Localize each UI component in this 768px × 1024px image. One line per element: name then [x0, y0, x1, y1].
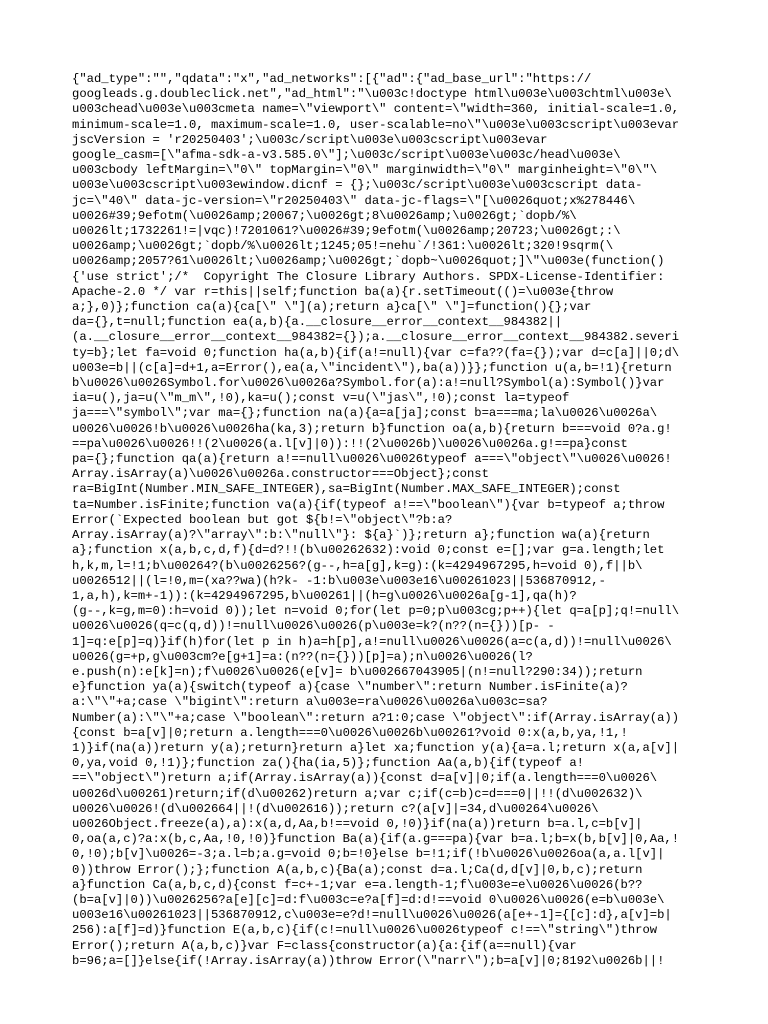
text-line: 1]=q:e[p]=q)}if(h)for(let p in h)a=h[p],a!=null\u0026\u0026(a=c(a,d))!=null\u0026\	[72, 634, 672, 649]
text-line: (a.__closure__error__context__984382={});a.__closure__error__context__984382.severi	[72, 330, 680, 345]
text-line: u0026#39;9efotm(\u0026amp;20067;\u0026gt;8\u0026amp;\u0026gt;`dopb/%\	[72, 208, 577, 223]
text-line: a};function x(a,b,c,d,f){d=d?!!(b\u00262632):void 0;const e=[];var g=a.length;let	[72, 543, 665, 558]
text-line: ==\"object\")return a;if(Array.isArray(a)){const d=a[v]|0;if(a.length===0\u0026\	[72, 771, 658, 786]
text-line: pa={};function qa(a){return a!==null\u0026\u0026typeof a===\"object\"\u0026\u0026!	[72, 452, 672, 467]
text-line: 0,oa(a,c)?a:x(b,c,Aa,!0,!0)}function Ba(a){if(a.g===pa){var b=a.l;b=x(b,b[v]|0,Aa,!	[72, 832, 680, 847]
text-line: h,k,m,l=!1;b\u00264?(b\u0026256?(g--,h=a[g],k=g):(k=4294967295,h=void 0),f||b\	[72, 558, 643, 573]
text-line: u003e16\u00261023||536870912,c\u003e=e?d!=null\u0026\u0026(a[e+-1]={[c]:d},a[v]=b|	[72, 908, 672, 923]
text-line: minimum-scale=1.0, maximum-scale=1.0, user-scalable=no\"\u003e\u003cscript\u003evar	[72, 117, 680, 132]
text-line: a;},0)};function ca(a){ca[\" \"](a);return a}ca[\" \"]=function(){};var	[72, 300, 592, 315]
text-line: ta=Number.isFinite;function va(a){if(typeof a!==\"boolean\"){var b=typeof a;throw	[72, 497, 665, 512]
text-line: a}function Ca(a,b,c,d){const f=c+-1;var e=a.length-1;f\u003e=e\u0026\u0026(b??	[72, 877, 643, 892]
text-line: Number(a):\"\"+a;case \"boolean\":return a?1:0;case \"object\":if(Array.isArray(a))	[72, 710, 680, 725]
text-line: jc=\"40\" data-jc-version=\"r20250403\" data-jc-flags=\"[\u0026quot;x%278446\	[72, 193, 636, 208]
text-line: u0026(g=+p,g\u003cm?e[g+1]=a:(n??(n={}))[p]=a);n\u0026\u0026(l?	[72, 649, 533, 664]
text-line: da={},t=null;function ea(a,b){a.__closure__error__context__984382||	[72, 315, 563, 330]
text-line: Array.isArray(a)?\"array\":b:\"null\"}: ${a}`)};return a};function wa(a){return	[72, 528, 650, 543]
text-line: {'use strict';/* Copyright The Closure Library Authors. SPDX-License-Identifier:	[72, 269, 665, 284]
text-line: {const b=a[v]|0;return a.length===0\u0026\u0026b\u00261?void 0:x(a,b,ya,!1,!	[72, 725, 628, 740]
text-line: u0026\u0026!(d\u002664||!(d\u002616));return c?(a[v]|=34,d\u00264\u0026\	[72, 801, 599, 816]
text-line: b=96;a=[]}else{if(!Array.isArray(a))throw Error(\"narr\");b=a[v]|0;8192\u0026b||!	[72, 953, 665, 968]
text-line: u003e\u003cscript\u003ewindow.dicnf = {};\u003c/script\u003e\u003cscript data-	[72, 178, 643, 193]
text-line: u003e=b||(c[a]=d+1,a=Error(),ea(a,\"incident\"),ba(a))}};function u(a,b=!1){return	[72, 360, 672, 375]
text-line: u0026lt;1732261!=|vqc)!7201061?\u0026#39;9efotm(\u0026amp;20723;\u0026gt;:\	[72, 224, 621, 239]
text-line: ia=u(),ja=u(\"m_m\",!0),ka=u();const v=u(\"jas\",!0);const la=typeof	[72, 391, 570, 406]
text-line: u003chead\u003e\u003cmeta name=\"viewport\" content=\"width=360, initial-scale=1.0,	[72, 102, 680, 117]
text-line: (b=a[v]|0))\u0026256?a[e][c]=d:f\u003c=e?a[f]=d:d!==void 0\u0026\u0026(e=b\u003e\	[72, 892, 665, 907]
text-line: (g--,k=g,m=0):h=void 0));let n=void 0;for(let p=0;p\u003cg;p++){let q=a[p];q!=null\	[72, 604, 680, 619]
text-line: ra=BigInt(Number.MIN_SAFE_INTEGER),sa=BigInt(Number.MAX_SAFE_INTEGER);const	[72, 482, 621, 497]
text-line: 1,a,h),k=m+-1)):(k=4294967295,b\u00261||(h=g\u0026\u0026a[g-1],qa(h)?	[72, 588, 577, 603]
text-line: 0,!0);b[v]\u0026=-3;a.l=b;a.g=void 0;b=!0}else b=!1;if(!b\u0026\u0026oa(a,a.l[v]|	[72, 847, 665, 862]
text-line: {"ad_type":"","qdata":"x","ad_networks":[{"ad":{"ad_base_url":"https://	[72, 72, 592, 86]
text-line: e}function ya(a){switch(typeof a){case \"number\":return Number.isFinite(a)?	[72, 680, 628, 695]
text-line: Apache-2.0 */ var r=this||self;function ba(a){r.setTimeout(()=\u003e{throw	[72, 284, 614, 299]
text-line: 256):a[f]=d)}function E(a,b,c){if(c!=null\u0026\u0026typeof c!==\"string\")throw	[72, 923, 658, 938]
text-line: u003cbody leftMargin=\"0\" topMargin=\"0\" marginwidth=\"0\" marginheight=\"0\"\	[72, 163, 658, 178]
text-line: Error();return A(a,b,c)}var F=class{constructor(a){a:{if(a==null){var	[72, 938, 577, 953]
text-line: Array.isArray(a)\u0026\u0026a.constructor===Object};const	[72, 467, 489, 482]
text-line: u0026\u0026!b\u0026\u0026ha(ka,3);return b}function oa(a,b){return b===void 0?a.g!	[72, 421, 672, 436]
text-line: jscVersion = 'r20250403';\u003c/script\u003e\u003cscript\u003evar	[72, 132, 548, 147]
text-line: u0026amp;\u0026gt;`dopb/%\u0026lt;1245;05!=nehu`/!361:\u0026lt;320!9sqrm(\	[72, 239, 614, 254]
text-line: e.push(n):e[k]=n);f\u0026\u0026(e[v]= b\u002667043905|(n!=null?290:34));return	[72, 664, 643, 679]
text-line: u0026512||(l=!0,m=(xa??wa)(h?k- -1:b\u003e\u003e16\u00261023||536870912,-	[72, 573, 606, 588]
text-line: ja===\"symbol\";var ma={};function na(a){a=a[ja];const b=a===ma;la\u0026\u0026a\	[72, 406, 658, 421]
text-line: u0026\u0026(q=c(q,d))!=null\u0026\u0026(p\u003e=k?(n??(n={}))[p- -	[72, 619, 555, 634]
text-line: b\u0026\u0026Symbol.for\u0026\u0026a?Symbol.for(a):a!=null?Symbol(a):Symbol()}var	[72, 376, 665, 391]
text-line: ==pa\u0026\u0026!!(2\u0026(a.l[v]|0)):!!(2\u0026b)\u0026\u0026a.g!==pa}const	[72, 436, 628, 451]
text-line: google_casm=[\"afma-sdk-a-v3.585.0\"];\u003c/script\u003e\u003c/head\u003e\	[72, 148, 621, 163]
text-line: 1)}if(na(a))return y(a);return}return a}let xa;function y(a){a=a.l;return x(a,a[v]|	[72, 740, 680, 755]
text-line: 0,ya,void 0,!1)};function za(){ha(ia,5)};function Aa(a,b){if(typeof a!	[72, 756, 584, 771]
text-line: Error(`Expected boolean but got ${b!=\"object\"?b:a?	[72, 512, 453, 527]
text-line: u0026d\u00261)return;if(d\u00262)return a;var c;if(c=b)c=d===0||!!(d\u002632)\	[72, 786, 643, 801]
text-line: 0))throw Error();};function A(a,b,c){Ba(a);const d=a.l;Ca(d,d[v]|0,b,c);return	[72, 862, 643, 877]
text-line: googleads.g.doubleclick.net","ad_html":"\u003c!doctype html\u003e\u003chtml\u003e\	[72, 87, 672, 102]
text-line: ty=b};let fa=void 0;function ha(a,b){if(a!=null){var c=fa??(fa={});var d=c[a]||0;d\	[72, 345, 680, 360]
text-line: u0026amp;2057?61\u0026lt;\u0026amp;\u0026gt;`dopb~\u0026quot;]\"\u003e(function()	[72, 254, 665, 269]
text-line: u0026Object.freeze(a),a):x(a,d,Aa,b!==void 0,!0)}if(na(a))return b=a.l,c=b[v]|	[72, 816, 643, 831]
raw-json-text[interactable]	[72, 72, 752, 969]
text-line: a:\"\"+a;case \"bigint\":return a\u003e=ra\u0026\u0026a\u003c=sa?	[72, 695, 548, 710]
